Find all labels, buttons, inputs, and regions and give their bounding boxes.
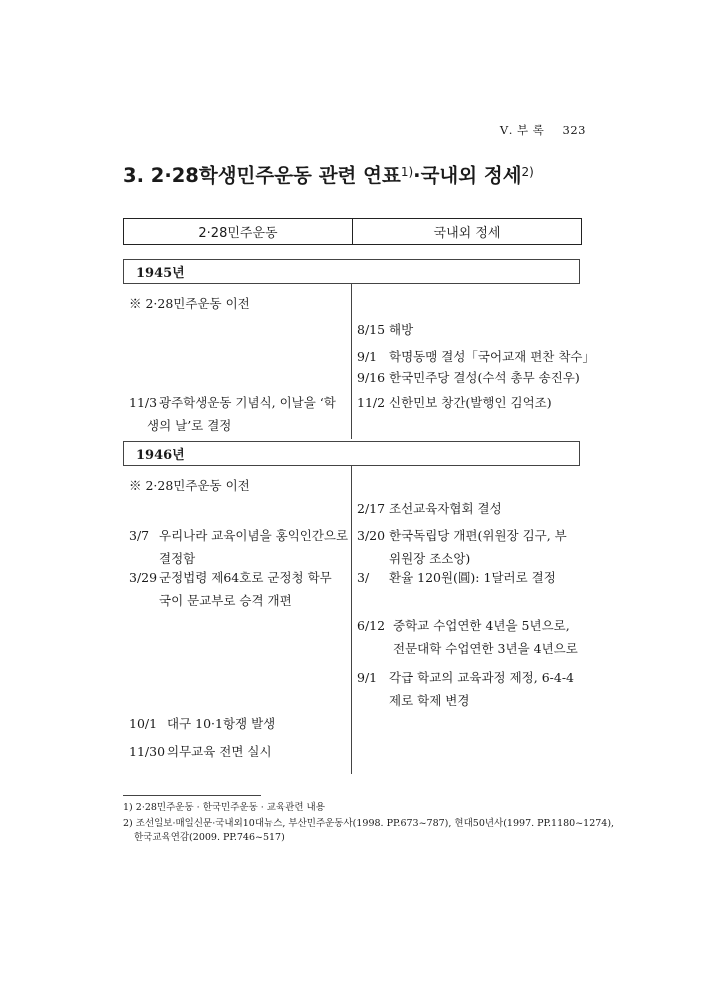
event-date: 3/20 [357, 528, 386, 543]
event-text-cont: 국이 문교부로 승격 개편 [159, 593, 292, 608]
event-date: 9/16 [357, 370, 386, 385]
event-date: 11/2 [357, 395, 386, 410]
running-header [500, 122, 586, 138]
event-1946-right-3 [357, 566, 556, 589]
year-bar-1946: 1946년 [123, 441, 580, 466]
event-text: 광주학생운동 기념식, 이날을 ‘학 [159, 395, 336, 410]
event-text: 우리나라 교육이념을 홍익인간으로 [159, 528, 349, 543]
event-date: 3/7 [129, 528, 150, 543]
event-1946-left-2 [129, 566, 332, 612]
event-date: 3/29 [129, 570, 158, 585]
column-header [123, 218, 582, 245]
event-1946-right-5 [357, 666, 574, 712]
event-text-cont: 생의 날’로 결정 [147, 418, 232, 433]
event-text: 해방 [389, 322, 414, 337]
event-date: 11/30 [129, 744, 166, 759]
event-text-cont: 전문대학 수업연한 3년을 4년으로 [393, 641, 578, 656]
event-1945-left-1 [129, 391, 336, 437]
event-date: 8/15 [357, 322, 386, 337]
event-date: 9/1 [357, 670, 378, 685]
section-title [123, 160, 534, 188]
event-1946-right-4 [357, 614, 578, 660]
event-1946-left-1 [129, 524, 348, 570]
footnote-1: 1) 2·28민주운동 · 한국민주운동 · 교육관련 내용 [123, 802, 325, 813]
event-1946-right-2 [357, 524, 567, 570]
event-1946-left-3 [129, 712, 275, 735]
column-header-left: 2·28민주운동 [124, 219, 353, 244]
event-text: 중학교 수업연한 4년을 5년으로, [393, 618, 570, 633]
event-text-cont: 결정함 [159, 551, 196, 566]
event-text: 조선교육자협회 결성 [389, 501, 502, 516]
event-date: 9/1 [357, 349, 378, 364]
running-header-section: Ⅴ. 부 록 [499, 123, 545, 137]
event-text: 신한민보 창간(발행인 김억조) [389, 395, 552, 410]
event-date: 2/17 [357, 501, 386, 516]
footnote-2-cont: 한국교육연감(2009. PP.746~517) [134, 832, 285, 843]
page-number: 323 [562, 123, 586, 137]
section-title-main: 3. 2·28학생민주운동 관련 연표 [123, 164, 401, 187]
event-1945-right-1 [357, 318, 413, 341]
column-divider-1945 [351, 284, 352, 439]
column-divider-1946 [351, 466, 352, 774]
event-1946-right-1 [357, 497, 502, 520]
event-date: 6/12 [357, 618, 386, 633]
column-header-right: 국내외 정세 [433, 226, 501, 241]
event-text: 각급 학교의 교육과정 제정, 6-4-4 [389, 670, 574, 685]
event-date: 3/ [357, 570, 370, 585]
section-title-tail: ·국내외 정세 [413, 164, 522, 187]
footnote-2: 2) 조선일보·매일신문·국내외10대뉴스, 부산민주운동사(1998. PP.673~787), 현대50년사(1997. PP.1180~1274), [123, 818, 615, 829]
pre-note-1946: ※ 2·28민주운동 이전 [129, 478, 250, 493]
event-date: 10/1 [129, 716, 158, 731]
event-text: 환율 120원(圓): 1달러로 결정 [389, 570, 556, 585]
event-1945-right-2 [357, 345, 595, 368]
footnote-ref-1: 1) [400, 165, 414, 179]
event-text: 의무교육 전면 실시 [167, 744, 272, 759]
event-date: 11/3 [129, 395, 158, 410]
footnote-rule [123, 795, 261, 796]
event-text: 한국독립당 개편(위원장 김구, 부 [389, 528, 567, 543]
event-text-cont: 위원장 조소앙) [389, 551, 471, 566]
event-1945-right-4 [357, 391, 552, 414]
pre-note-1945: ※ 2·28민주운동 이전 [129, 296, 250, 311]
event-text: 군정법령 제64호로 군정청 학무 [159, 570, 332, 585]
event-text-cont: 제로 학제 변경 [389, 693, 470, 708]
year-bar-1945: 1945년 [123, 259, 580, 284]
event-1945-right-3 [357, 366, 580, 389]
footnote-ref-2: 2) [521, 165, 534, 179]
event-1946-left-4 [129, 740, 272, 763]
event-text: 학명동맹 결성「국어교재 편찬 착수」 [389, 349, 595, 364]
event-text: 대구 10·1항쟁 발생 [167, 716, 276, 731]
event-text: 한국민주당 결성(수석 총무 송진우) [389, 370, 580, 385]
